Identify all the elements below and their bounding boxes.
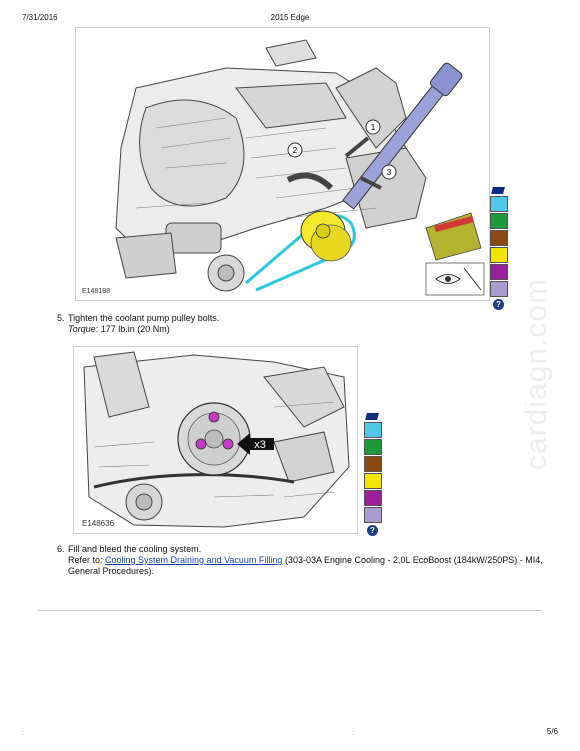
legend-swatch [364,422,382,438]
legend-swatch [490,213,508,229]
multiplier-label: x3 [254,439,266,451]
figure-pulley-bolts [73,346,358,534]
legend-swatch [490,264,508,280]
question-icon[interactable]: ? [493,299,504,310]
step-text: Fill and bleed the cooling system. [68,544,202,554]
torque-value: : 177 lb.in (20 Nm) [95,324,170,334]
step-number: 5. [57,313,65,323]
step-number: 6. [57,544,65,554]
watermark: cardiagn.com [520,277,553,470]
step-5 [57,313,517,335]
legend-swatch [490,196,508,212]
legend-swatch [490,247,508,263]
figure-code: E148636 [82,519,115,528]
legend-swatch [364,507,382,523]
callout-3: 3 [386,168,392,177]
belt-inset [426,213,481,260]
divider [38,610,541,611]
torque-label: Torque [68,324,96,334]
color-legend [490,186,508,310]
header-date: 7/31/2016 [22,13,58,22]
footer-mark: : [352,730,354,737]
procedure-link[interactable]: Cooling System Draining and Vacuum Filling [105,555,283,565]
color-legend [364,412,382,536]
reference-text: (303-03A Engine Cooling - 2.0L EcoBoost (184kW/250PS) - MI4, General Procedures). [68,555,543,576]
callout-2: 2 [292,146,298,155]
footer-mark: : [22,730,24,737]
camera-icon[interactable] [364,412,382,422]
page-number: 5/6 [546,727,558,736]
legend-swatch [490,281,508,297]
figure-code: E148188 [82,288,111,295]
eye-inset [426,263,484,295]
header-title: 2015 Edge [270,13,310,22]
legend-swatch [490,230,508,246]
legend-swatch [364,490,382,506]
camera-icon[interactable] [490,186,508,196]
figure-coolant-pump-pulley [75,27,490,301]
legend-swatch [364,473,382,489]
step-text: Tighten the coolant pump pulley bolts. [68,313,220,323]
engine-illustration [76,28,489,300]
legend-swatch [364,439,382,455]
question-icon[interactable]: ? [367,525,378,536]
step-6 [57,544,547,577]
callout-1: 1 [370,123,376,132]
pulley-illustration [74,347,357,533]
refer-label: Refer to: [68,555,106,565]
legend-swatch [364,456,382,472]
